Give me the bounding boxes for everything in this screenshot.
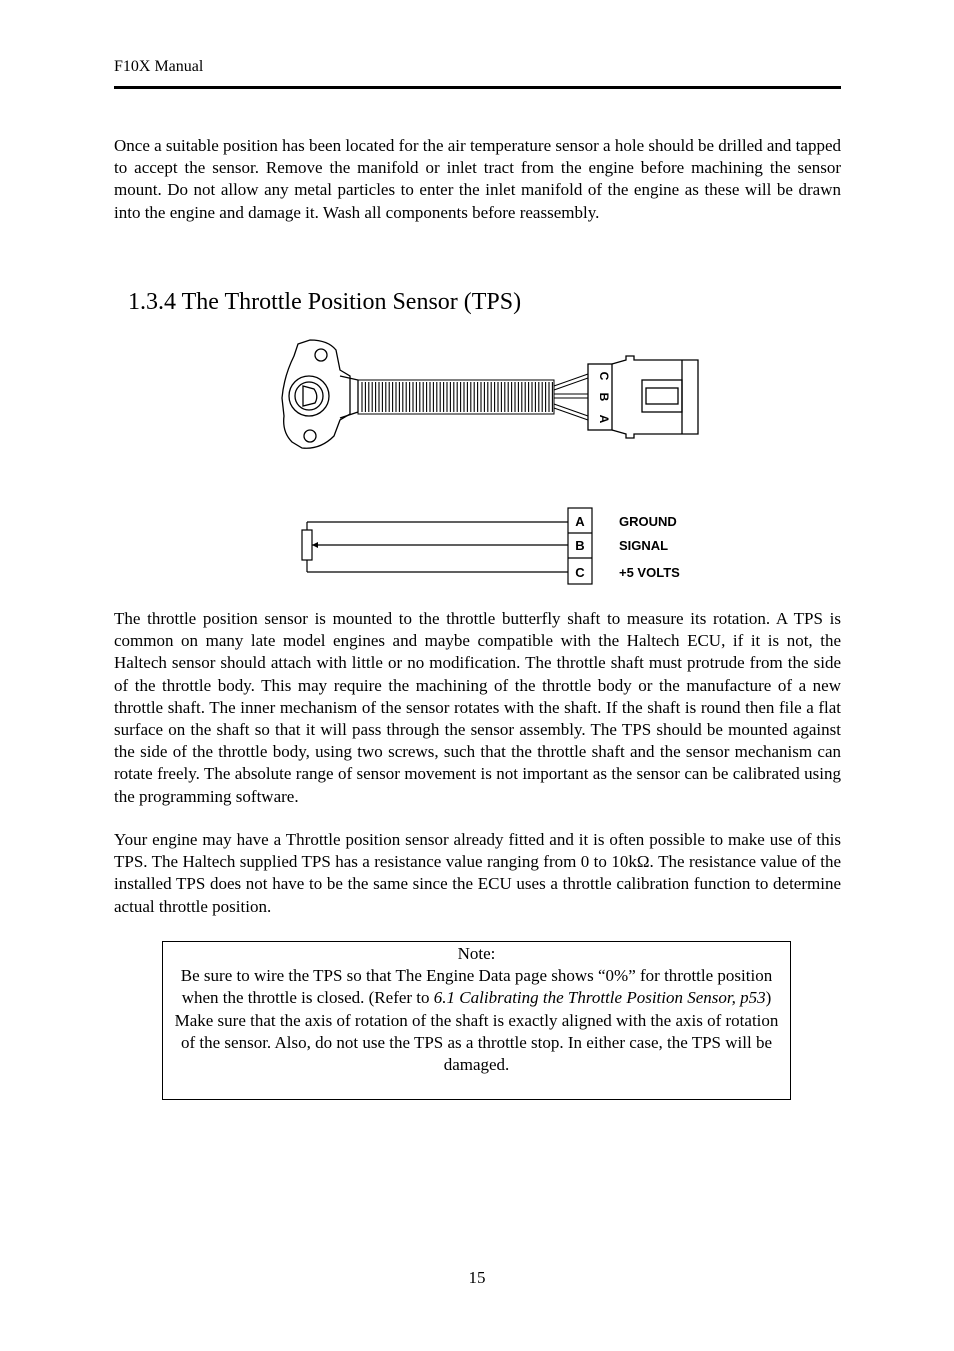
wiring-label-ground: GROUND bbox=[619, 514, 677, 529]
note-line-1-close: ) bbox=[765, 988, 772, 1008]
wiring-label-5v: +5 VOLTS bbox=[619, 565, 680, 580]
tps-wiring-schematic bbox=[290, 500, 710, 590]
note-line-2: Make sure that the axis of rotation of the shaft is exactly aligned with the axis of rotation of the sensor. Also, do not use the TPS as a throttle stop. In either case, the TPS will be damaged. bbox=[174, 1010, 779, 1075]
tps-sensor-drawing bbox=[270, 336, 710, 456]
body-paragraph-1: The throttle position sensor is mounted to the throttle butterfly shaft to measure its rotation. A TPS is common on many late model engines and maybe compatible with the Haltech ECU, if it is not, the Haltech sensor should attach with little or no modification. The throttle shaft must protrude from the side of the throttle body. This may require the machining of the throttle body or the manufacture of a new throttle shaft. The inner mechanism of the sensor rotates with the shaft. If the shaft is round then file a flat surface on the shaft so that it will pass through the sensor assembly. The TPS should be mounted against the side of the throttle body, using two screws, such that the throttle shaft and the sensor mechanism can rotate freely. The absolute range of sensor movement is not important as the sensor can be calibrated using the programming software. bbox=[114, 609, 841, 806]
wiring-label-signal: SIGNAL bbox=[619, 538, 669, 553]
section-heading: 1.3.4 The Throttle Position Sensor (TPS) bbox=[128, 289, 522, 315]
note-line-1 bbox=[163, 965, 790, 1009]
connector-pin-a: A bbox=[597, 414, 611, 424]
note-reference-link: 6.1 Calibrating the Throttle Position Sensor, p53 bbox=[433, 988, 766, 1008]
wiring-pin-c: C bbox=[575, 565, 585, 580]
header-title: F10X Manual bbox=[114, 58, 204, 75]
intro-paragraph: Once a suitable position has been located for the air temperature sensor a hole should be drilled and tapped to accept the sensor. Remove the manifold or inlet tract from the engine before machining the sensor mount. Do not allow any metal particles to enter the inlet manifold of the engine as these will be drawn into the engine and damage it. Wash all components before reassembly. bbox=[114, 136, 841, 222]
wiring-pin-b: B bbox=[575, 538, 585, 553]
note-title: Note: bbox=[457, 944, 496, 963]
wiring-pin-a: A bbox=[575, 514, 585, 529]
header-rule bbox=[114, 86, 841, 89]
note-line-1-text: Be sure to wire the TPS so that The Engine Data page shows “0%” for throttle position when the throttle is closed. (Refer to bbox=[180, 966, 773, 1008]
page-number: 15 bbox=[468, 1268, 486, 1287]
connector-pin-b: B bbox=[597, 392, 611, 402]
body-paragraph-2: Your engine may have a Throttle position sensor already fitted and it is often possible to make use of this TPS. The Haltech supplied TPS has a resistance value ranging from 0 to 10kΩ. The resistance value of the installed TPS does not have to be the same since the ECU uses a throttle calibration function to determine actual throttle position. bbox=[114, 830, 841, 916]
note-box bbox=[162, 941, 791, 1100]
connector-pin-c: C bbox=[597, 371, 611, 381]
